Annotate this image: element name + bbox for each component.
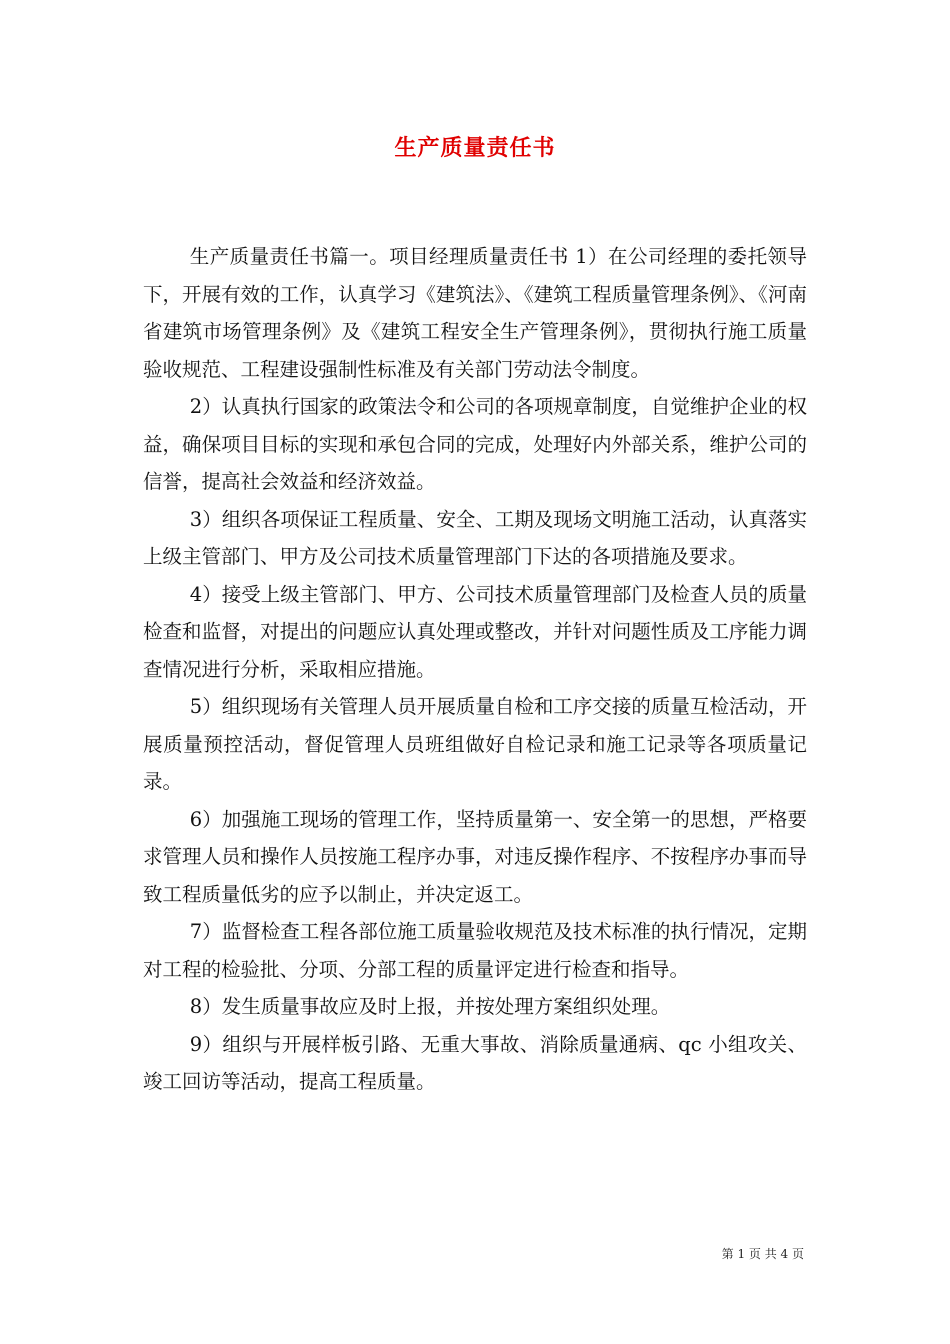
- page-number-footer: 第 1 页 共 4 页: [721, 1247, 804, 1261]
- paragraph-4: 4）接受上级主管部门、甲方、公司技术质量管理部门及检查人员的质量检查和监督，对提出的问题应认真处理或整改，并针对问题性质及工序能力调查情况进行分析，采取相应措施。: [143, 582, 807, 681]
- paragraph-2: 2）认真执行国家的政策法令和公司的各项规章制度，自觉维护企业的权益，确保项目目标的实现和承包合同的完成，处理好内外部关系，维护公司的信誉，提高社会效益和经济效益。: [143, 395, 807, 493]
- paragraph-7: 7）监督检查工程各部位施工质量验收规范及技术标准的执行情况，定期对工程的检验批、分项、分部工程的质量评定进行检查和指导。: [143, 920, 807, 981]
- document-body: [143, 238, 807, 1101]
- paragraph-3: 3）组织各项保证工程质量、安全、工期及现场文明施工活动，认真落实上级主管部门、甲方及公司技术质量管理部门下达的各项措施及要求。: [143, 507, 807, 568]
- paragraph-5: 5）组织现场有关管理人员开展质量自检和工序交接的质量互检活动，开展质量预控活动，督促管理人员班组做好自检记录和施工记录等各项质量记录。: [143, 695, 807, 793]
- paragraph-8: 8）发生质量事故应及时上报，并按处理方案组织处理。: [189, 995, 671, 1018]
- paragraph-1: 生产质量责任书篇一。项目经理质量责任书 1）在公司经理的委托领导下，开展有效的工作，认真学习《建筑法》、《建筑工程质量管理条例》、《河南省建筑市场管理条例》及《建筑工程安全生产管理条例》，贯彻执行施工质量验收规范、工程建设强制性标准及有关部门劳动法令制度。: [143, 245, 807, 381]
- paragraph-9: 9）组织与开展样板引路、无重大事故、消除质量通病、qc 小组攻关、竣工回访等活动，提高工程质量。: [143, 1032, 807, 1093]
- document-title: 生产质量责任书: [394, 135, 556, 161]
- paragraph-6: 6）加强施工现场的管理工作，坚持质量第一、安全第一的思想，严格要求管理人员和操作人员按施工程序办事，对违反操作程序、不按程序办事而导致工程质量低劣的应予以制止，并决定返工。: [143, 807, 807, 906]
